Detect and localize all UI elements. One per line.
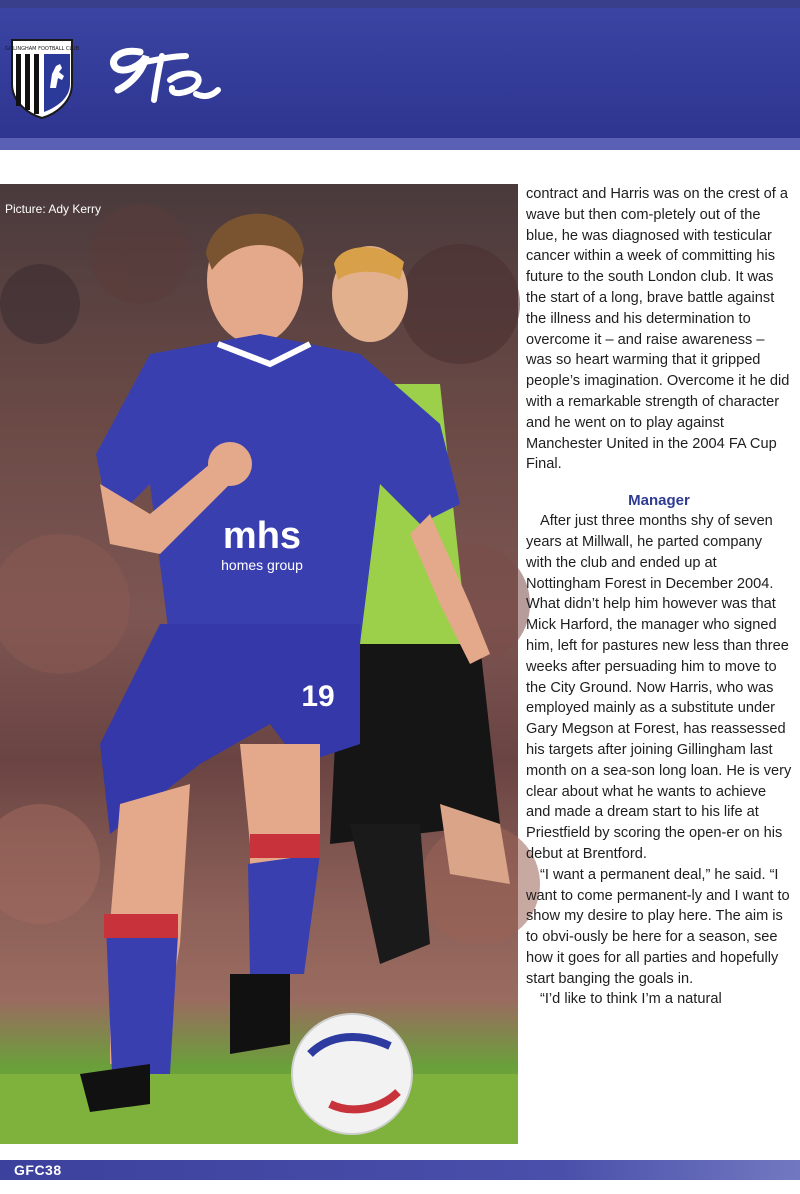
article-paragraph: After just three months shy of seven years at Millwall, he parted company with the club and ended up at Nottingham Forest in December 2004. What didn’t help him however was that Mick Harford, the manager who signed him, left for pastures new less than three weeks after persuading him to move to the City Ground. Now Harris, who was employed mainly as a substitute under Gary Megson at Forest, has reassessed his targets after joining Gillingham last month on a sea-son long loan. He is very clear about what he wants to achieve and made a dream start to his life at Priestfield by scoring the open-er on his debut at Brentford. [526,513,792,862]
shirt-number: 19 [301,680,335,713]
football [292,1014,412,1134]
gfc-monogram-logo [100,34,230,114]
section-subheading: Manager [628,492,690,510]
article-paragraph: “I’d like to think I’m a natural [540,991,722,1008]
article-paragraph: “I want a permanent deal,” he said. “I want to come permanent-ly and I want to show my desire to play here. The aim is to obvi-ously be here for a season, see how it goes for all parties and hopefully start banging the goals in. [526,866,790,987]
shirt-sponsor-text: mhs [222,515,302,557]
header-underline [0,138,800,150]
article-column [526,184,792,1010]
page-number: GFC38 [14,1162,62,1178]
crest-text: GILLINGHAM FOOTBALL CLUB [4,46,80,52]
shirt-sponsor-subtext: homes group [221,557,303,573]
top-strip [0,0,800,8]
article-paragraph: contract and Harris was on the crest of a wave but then com-pletely out of the blue, he was diagnosed with testicular cancer within a week of committing his future to the south London club. It was the start of a long, brave battle against the illness and his determination to overcome it – and raise awareness – was so heart warming that it gripped people’s imagination. Overcome it he did with a remarkable strength of character and he went on to play against Manchester United in the 2004 FA Cup Final. [526,186,790,473]
footer-bar [0,1160,800,1180]
photo-credit: Picture: Ady Kerry [5,202,102,216]
match-photo [0,184,518,1144]
club-crest-icon [4,38,80,120]
